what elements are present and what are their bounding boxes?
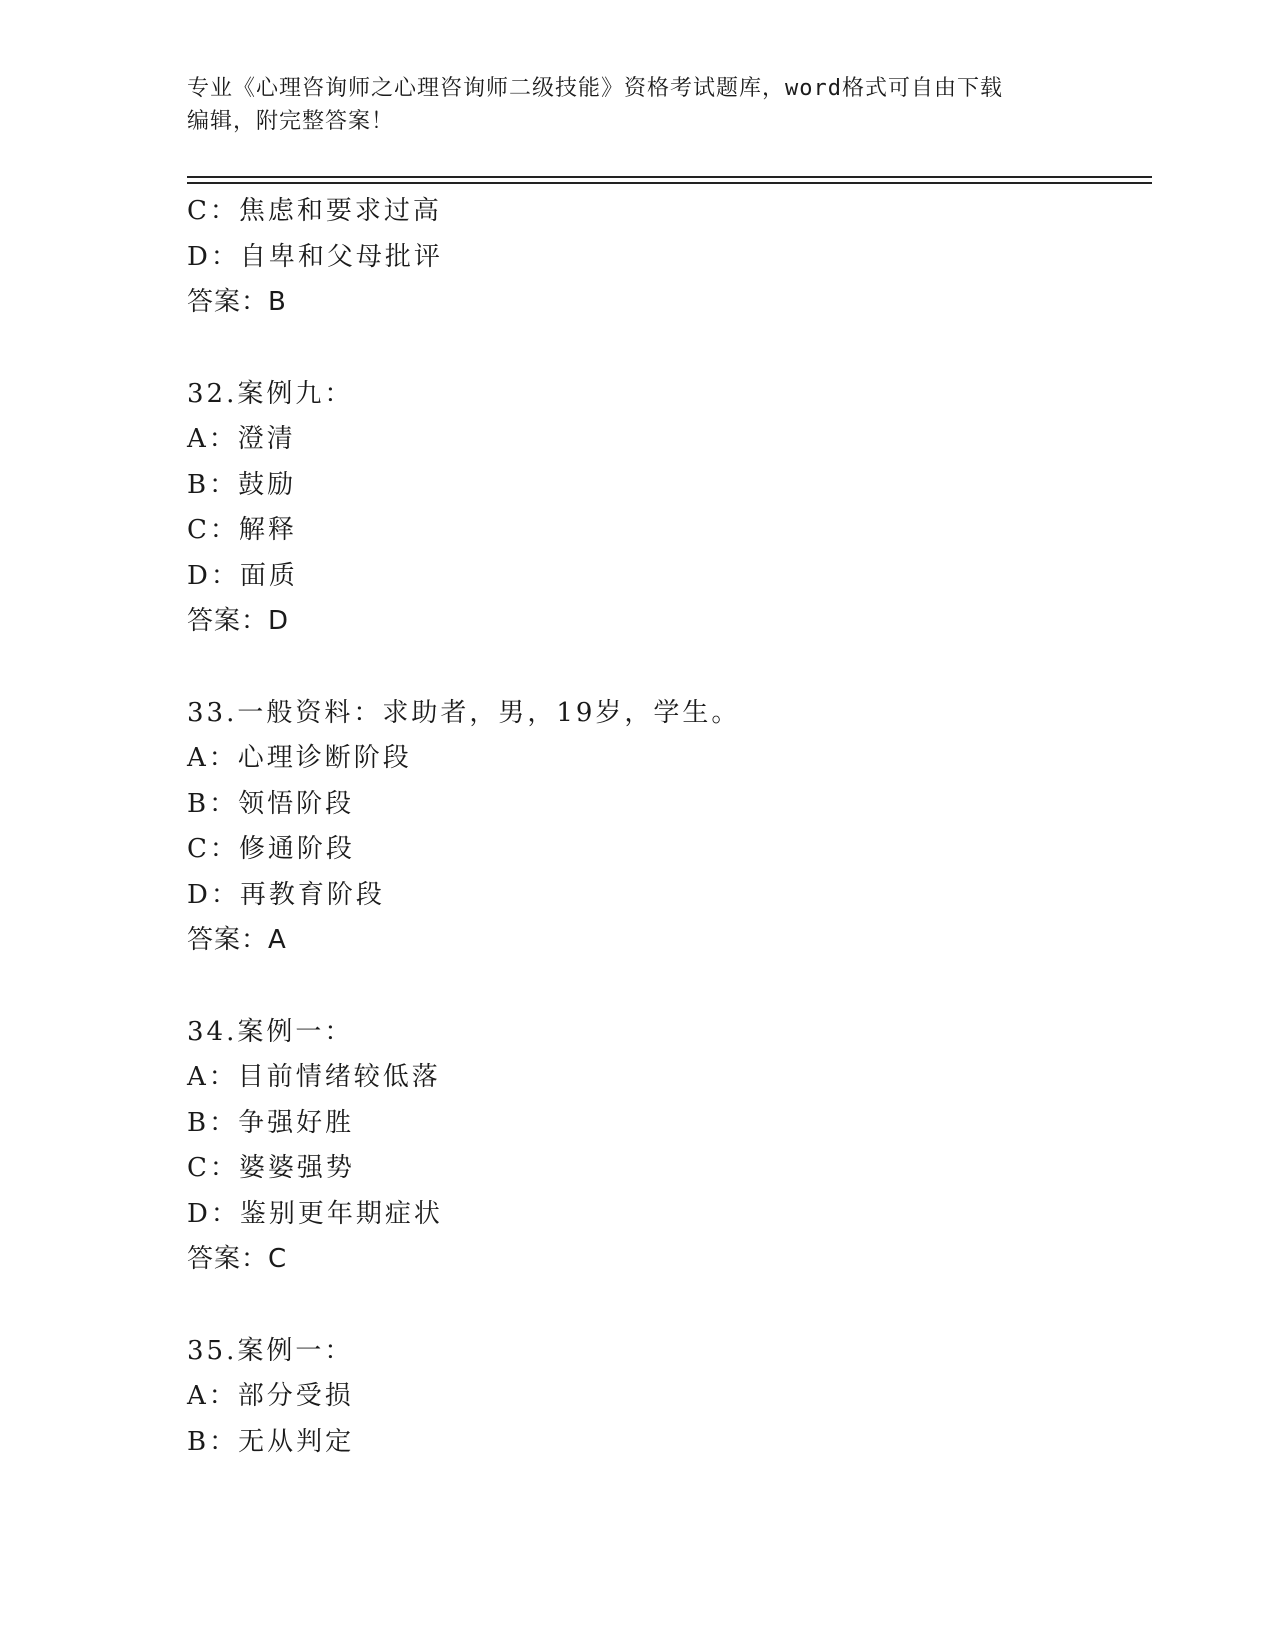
- header-rule-bottom: [187, 182, 1152, 184]
- option-line: C：修通阶段: [187, 834, 355, 864]
- option-line: A：部分受损: [187, 1381, 354, 1411]
- option-line: A：澄清: [187, 424, 296, 454]
- answer-line: 答案：B: [187, 287, 287, 317]
- header-line-2: 编辑，附完整答案！: [187, 109, 395, 134]
- option-line: D：鉴别更年期症状: [187, 1198, 443, 1229]
- question-stem: 33.一般资料：求助者，男，19岁，学生。: [187, 697, 741, 728]
- option-line: B：无从判定: [187, 1426, 355, 1457]
- header-line-1: 专业《心理咨询师之心理咨询师二级技能》资格考试题库，word格式可自由下载: [187, 76, 1003, 101]
- question-stem: 32.案例九：: [187, 378, 354, 409]
- answer-line: 答案：D: [187, 606, 290, 636]
- option-line: C：婆婆强势: [187, 1153, 355, 1183]
- document-header: [187, 72, 1087, 138]
- answer-line: 答案：C: [187, 1244, 288, 1274]
- option-line: A：心理诊断阶段: [187, 743, 412, 773]
- question-stem: 35.案例一：: [187, 1335, 354, 1366]
- option-line: D：面质: [187, 560, 298, 591]
- option-line: D：自卑和父母批评: [187, 241, 443, 272]
- option-line: B：领悟阶段: [187, 788, 355, 819]
- option-line: C：解释: [187, 515, 297, 545]
- option-line: D：再教育阶段: [187, 879, 385, 910]
- header-rule-top: [187, 176, 1152, 178]
- option-line: B：争强好胜: [187, 1107, 355, 1138]
- question-stem: 34.案例一：: [187, 1016, 354, 1047]
- option-line: C：焦虑和要求过高: [187, 196, 442, 226]
- option-line: B：鼓励: [187, 469, 297, 500]
- answer-line: 答案：A: [187, 925, 287, 955]
- option-line: A：目前情绪较低落: [187, 1062, 441, 1092]
